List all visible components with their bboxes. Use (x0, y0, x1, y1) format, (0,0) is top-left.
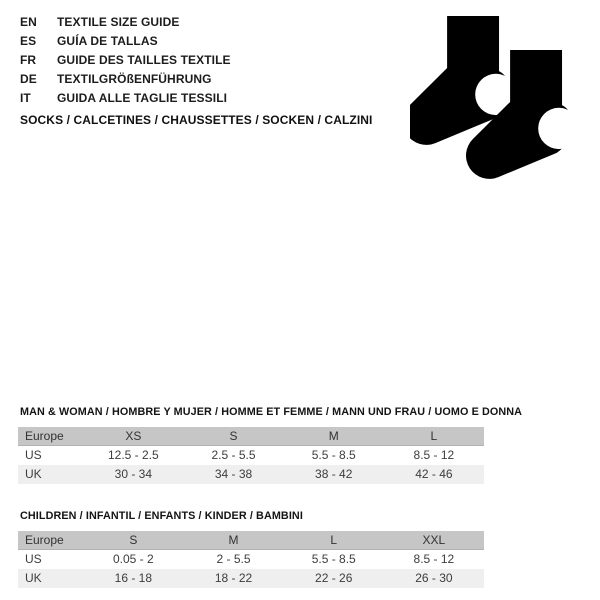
table-row-us (18, 550, 484, 569)
language-row-es (20, 32, 231, 51)
language-code: ES (20, 34, 37, 48)
table-title-children: CHILDREN / INFANTIL / ENFANTS / KINDER / BAMBINI (20, 510, 303, 522)
table-row-uk (18, 465, 484, 484)
language-row-fr (20, 51, 231, 70)
size-cell: 8.5 - 12 (413, 552, 455, 566)
socks-icon (410, 16, 582, 182)
column-header-size: L (330, 533, 338, 547)
language-row-it (20, 89, 231, 108)
column-header-size: M (228, 533, 239, 547)
column-header-size: S (129, 533, 138, 547)
language-list (20, 13, 231, 108)
region-label: US (25, 448, 42, 462)
column-header-size: XXL (422, 533, 446, 547)
column-header-region: Europe (25, 429, 64, 443)
size-cell: 2.5 - 5.5 (211, 448, 256, 462)
language-code: FR (20, 53, 37, 67)
size-cell: 0.05 - 2 (112, 552, 154, 566)
language-code: EN (20, 15, 37, 29)
language-label: GUIDA ALLE TAGLIE TESSILI (57, 91, 228, 105)
region-label: UK (25, 571, 42, 585)
language-row-de (20, 70, 231, 89)
size-table-adults (18, 427, 484, 484)
language-label: TEXTILE SIZE GUIDE (57, 15, 180, 29)
size-cell: 8.5 - 12 (413, 448, 455, 462)
category-title: SOCKS / CALCETINES / CHAUSSETTES / SOCKEN / CALZINI (20, 113, 373, 127)
table-row-uk (18, 569, 484, 588)
column-header-region: Europe (25, 533, 64, 547)
size-cell: 22 - 26 (315, 571, 353, 585)
table-row-us (18, 446, 484, 465)
table-header-row (18, 427, 484, 446)
region-label: US (25, 552, 42, 566)
language-code: DE (20, 72, 37, 86)
region-label: UK (25, 467, 42, 481)
size-cell: 12.5 - 2.5 (107, 448, 159, 462)
size-cell: 5.5 - 8.5 (311, 552, 356, 566)
table-title-adults: MAN & WOMAN / HOMBRE Y MUJER / HOMME ET FEMME / MANN UND FRAU / UOMO E DONNA (20, 406, 523, 418)
size-cell: 34 - 38 (214, 467, 253, 481)
size-cell: 18 - 22 (214, 571, 253, 585)
column-header-size: M (328, 429, 339, 443)
language-code: IT (20, 91, 31, 105)
language-label: TEXTILGRÖßENFÜHRUNG (57, 72, 212, 86)
size-cell: 26 - 30 (415, 571, 453, 585)
size-cell: 30 - 34 (114, 467, 152, 481)
size-cell: 38 - 42 (315, 467, 353, 481)
language-label: GUÍA DE TALLAS (57, 34, 158, 48)
language-row-en (20, 13, 231, 32)
size-table-children (18, 531, 484, 588)
language-label: GUIDE DES TAILLES TEXTILE (57, 53, 231, 67)
size-cell: 42 - 46 (415, 467, 453, 481)
column-header-size: XS (125, 429, 142, 443)
size-cell: 16 - 18 (114, 571, 152, 585)
table-header-row (18, 531, 484, 550)
size-cell: 5.5 - 8.5 (311, 448, 356, 462)
column-header-size: L (430, 429, 438, 443)
size-cell: 2 - 5.5 (216, 552, 251, 566)
column-header-size: S (229, 429, 238, 443)
